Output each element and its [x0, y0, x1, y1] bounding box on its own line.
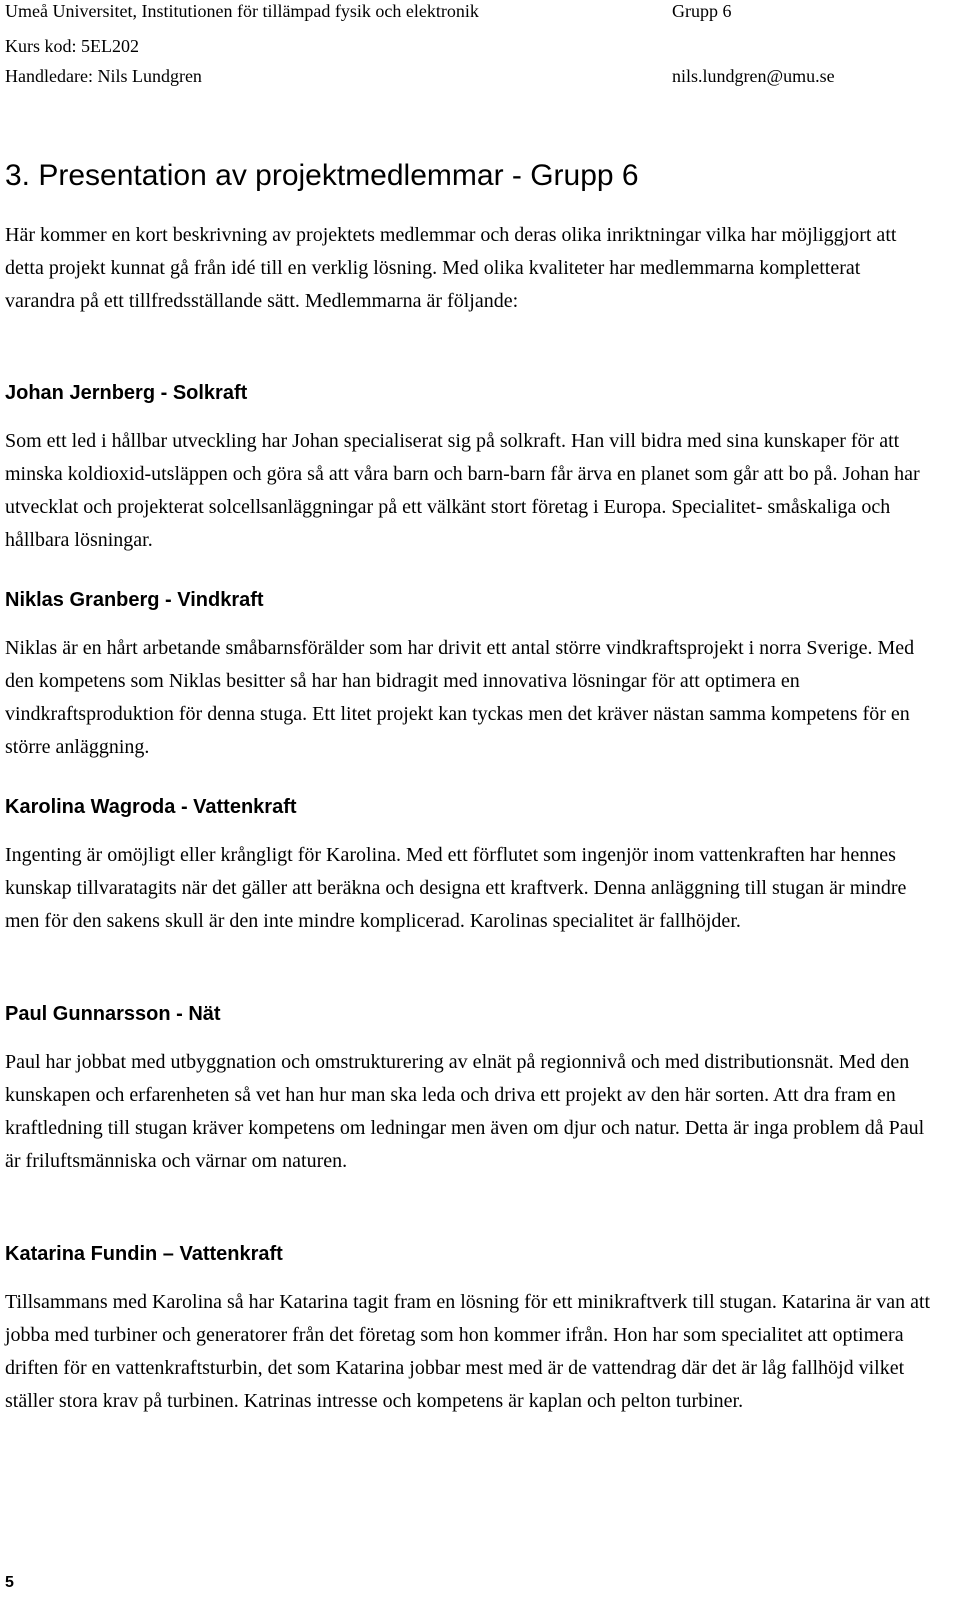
intro-paragraph: Här kommer en kort beskrivning av projektets medlemmar och deras olika inriktningar vilka har möjliggjort att detta projekt kunnat gå från idé till en verklig lösning. Med olika kvaliteter har medlemmarna kompletterat varandra på ett tillfredsställande sätt. Medlemmarna är följande: [5, 224, 897, 312]
member-text-paul: Paul har jobbat med utbyggnation och omstrukturering av elnät på regionnivå och med distributionsnät. Med den kunskapen och erfarenheten så vet han hur man ska leda och driva ett projekt av den här sorten. Att dra fram en kraftledning till stugan kräver kompetens om ledningar men även om djur och natur. Detta är inga problem då Paul är friluftsmänniska och värnar om naturen. [5, 1051, 925, 1172]
page-number: 5 [5, 1574, 14, 1591]
member-heading-paul: Paul Gunnarsson - Nät [5, 1003, 221, 1025]
member-text-niklas: Niklas är en hårt arbetande småbarnsförälder som har drivit ett antal större vindkraftsprojekt i norra Sverige. Med den kompetens som Niklas besitter så har han bidragit med innovativa lösningar för att optimera en vindkraftsproduktion för denna stuga. Ett litet projekt kan tyckas men det kräver nästan samma kompetens för en större anläggning. [5, 637, 915, 758]
member-heading-niklas: Niklas Granberg - Vindkraft [5, 589, 264, 611]
member-heading-karolina: Karolina Wagroda - Vattenkraft [5, 796, 297, 818]
member-text-karolina: Ingenting är omöjligt eller krångligt för Karolina. Med ett förflutet som ingenjör inom vattenkraften har hennes kunskap tillvaratagits när det gäller att beräkna och designa ett kraftverk. Denna anläggning till stugan är mindre men för den sakens skull är den inte mindre komplicerad. Karolinas specialitet är fallhöjder. [5, 844, 907, 932]
member-heading-katarina: Katarina Fundin – Vattenkraft [5, 1243, 283, 1265]
header-supervisor: Handledare: Nils Lundgren [5, 66, 202, 86]
header-institution: Umeå Universitet, Institutionen för tillämpad fysik och elektronik [5, 1, 479, 21]
member-heading-johan: Johan Jernberg - Solkraft [5, 382, 248, 404]
member-text-katarina: Tillsammans med Karolina så har Katarina tagit fram en lösning för ett minikraftverk till stugan. Katarina är van att jobba med turbiner och generatorer från det företag som hon kommer ifrån. Hon har som specialitet att optimera driften för en vattenkraftsturbin, det som Katarina jobbar mest med är de vattendrag där det är låg fallhöjd vilket ställer stora krav på turbinen. Katrinas intresse och kompetens är kaplan och pelton turbiner. [5, 1291, 931, 1412]
page-title: 3. Presentation av projektmedlemmar - Grupp 6 [5, 159, 639, 192]
header-email: nils.lundgren@umu.se [672, 66, 835, 86]
header-course-code: Kurs kod: 5EL202 [5, 36, 139, 56]
member-text-johan: Som ett led i hållbar utveckling har Johan specialiserat sig på solkraft. Han vill bidra med sina kunskaper för att minska koldioxid-utsläppen och göra så att våra barn och barn-barn får ärva en planet som går att bo på. Johan har utvecklat och projekterat solcellsanläggningar på ett välkänt stort företag i Europa. Specialitet- småskaliga och hållbara lösningar. [5, 430, 920, 551]
header-group: Grupp 6 [672, 1, 732, 21]
